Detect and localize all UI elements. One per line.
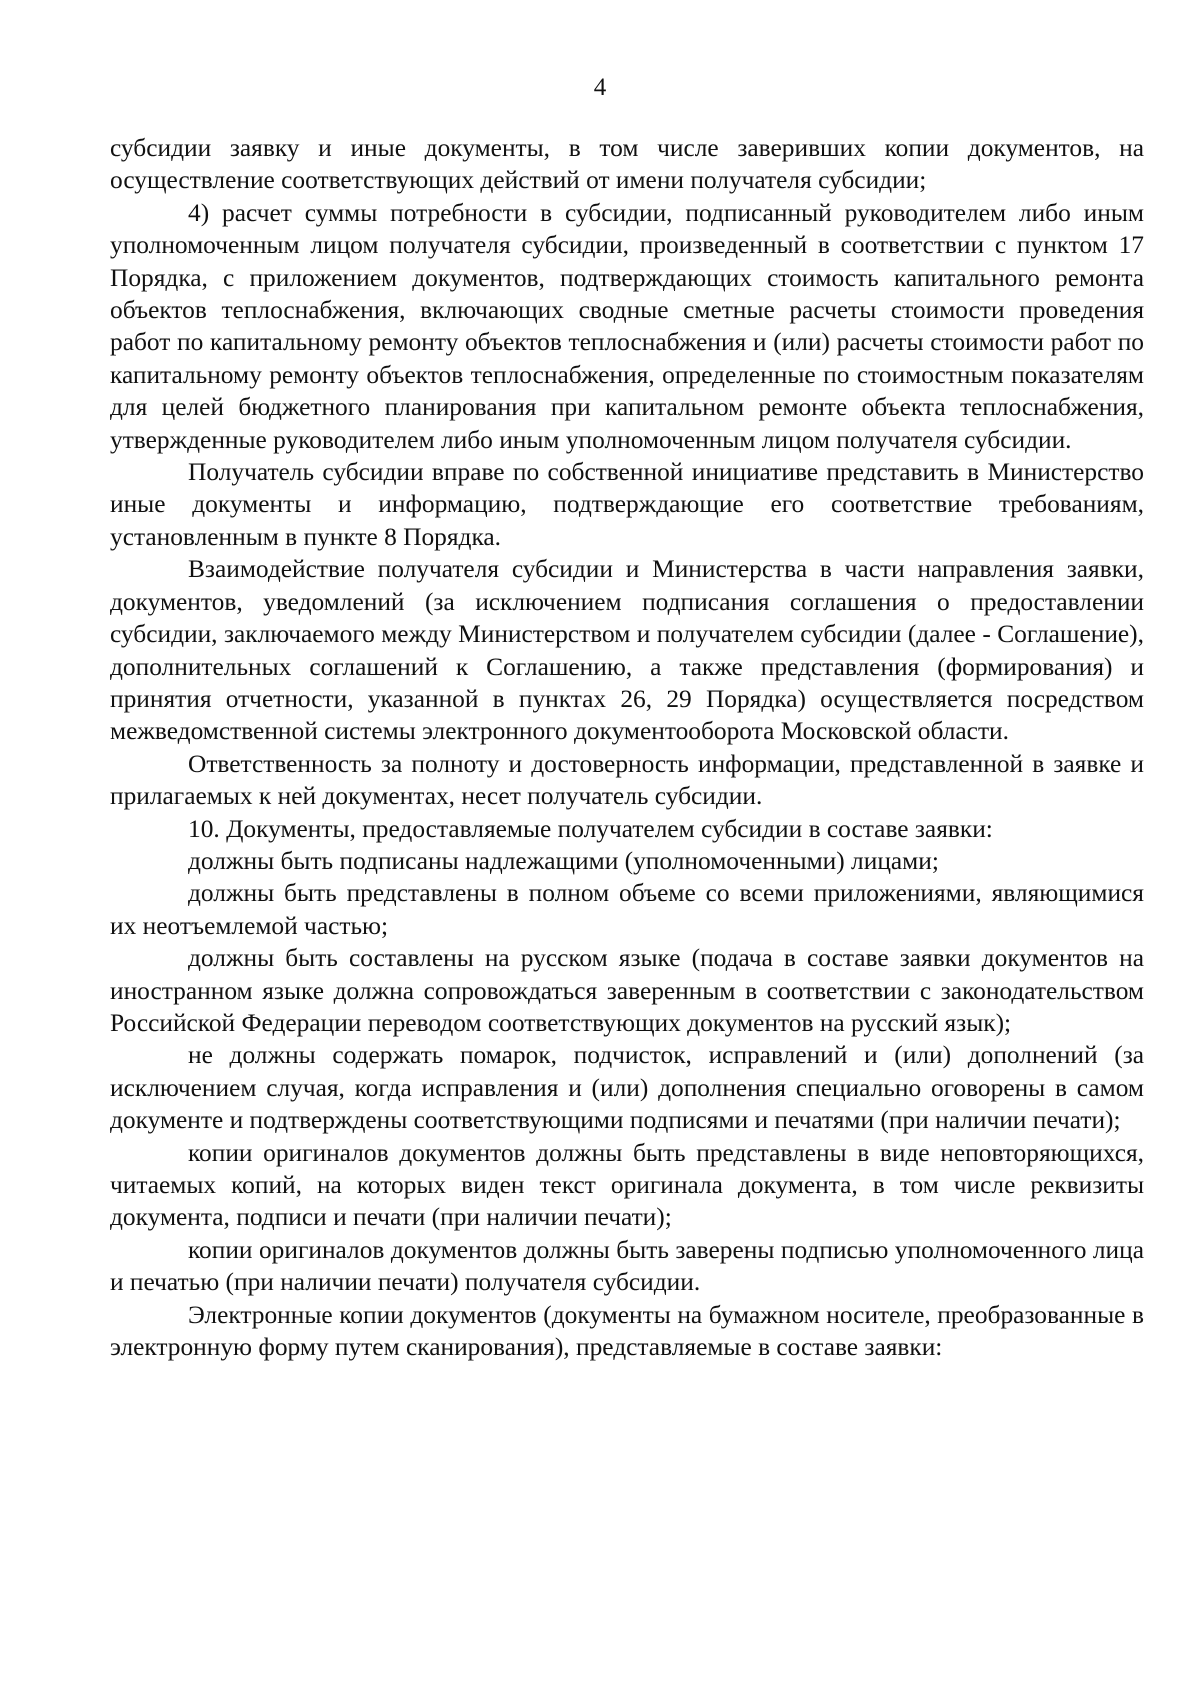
- paragraph-electronic-copies: Электронные копии документов (документы на бумажном носителе, преобразованные в электронную форму путем сканирования), представляемые в составе заявки:: [110, 1300, 1144, 1362]
- list-item-certified-copies: копии оригиналов документов должны быть заверены подписью уполномоченного лица и печатью (при наличии печати) получателя субсидии.: [110, 1235, 1144, 1297]
- list-item-signed: должны быть подписаны надлежащими (уполномоченными) лицами;: [188, 846, 939, 875]
- paragraph-continuation: субсидии заявку и иные документы, в том числе заверивших копии документов, на осуществление соответствующих действий от имени получателя субсидии;: [110, 134, 1144, 195]
- document-body: [110, 132, 1144, 1363]
- page-number: 4: [593, 74, 607, 101]
- list-item-complete: должны быть представлены в полном объеме со всеми приложениями, являющимися их неотъемлемой частью;: [110, 879, 1144, 940]
- list-item-no-corrections: не должны содержать помарок, подчисток, исправлений и (или) дополнений (за исключением случая, когда исправления и (или) дополнения специально оговорены в самом документе и подтверждены соответствующими подписями и печатями (при наличии печати);: [110, 1041, 1144, 1135]
- list-item-russian-language: должны быть составлены на русском языке (подача в составе заявки документов на иностранном языке должна сопровождаться заверенным в соответствии с законодательством Российской Федерации переводом соответствующих документов на русский язык);: [110, 944, 1144, 1037]
- paragraph-interaction: Взаимодействие получателя субсидии и Министерства в части направления заявки, документов, уведомлений (за исключением подписания соглашения о предоставлении субсидии, заключаемого между Министерством и получателем субсидии (далее - Соглашение), дополнительных соглашений к Соглашению, а также представления (формирования) и принятия отчетности, указанной в пунктах 26, 29 Порядка) осуществляется посредством межведомственной системы электронного документооборота Московской области.: [110, 555, 1144, 746]
- paragraph-optional-documents: Получатель субсидии вправе по собственной инициативе представить в Министерство иные документы и информацию, подтверждающие его соответствие требованиям, установленным в пункте 8 Порядка.: [110, 458, 1144, 551]
- paragraph-item-10-heading: 10. Документы, предоставляемые получателем субсидии в составе заявки:: [188, 814, 993, 843]
- list-item-readable-copies: копии оригиналов документов должны быть представлены в виде неповторяющихся, читаемых копий, на которых виден текст оригинала документа, в том числе реквизиты документа, подписи и печати (при наличии печати);: [110, 1138, 1144, 1232]
- paragraph-responsibility: Ответственность за полноту и достоверность информации, представленной в заявке и прилагаемых к ней документах, несет получатель субсидии.: [110, 749, 1144, 811]
- paragraph-item-4-calculation: 4) расчет суммы потребности в субсидии, подписанный руководителем либо иным уполномоченным лицом получателя субсидии, произведенный в соответствии с пунктом 17 Порядка, с приложением документов, подтверждающих стоимость капитального ремонта объектов теплоснабжения, включающих сводные сметные расчеты стоимости проведения работ по капитальному ремонту объектов теплоснабжения и (или) расчеты стоимости работ по капитальному ремонту объектов теплоснабжения, определенные по стоимостным показателям для целей бюджетного планирования при капитальном ремонте объекта теплоснабжения, утвержденные руководителем либо иным уполномоченным лицом получателя субсидии.: [110, 198, 1144, 454]
